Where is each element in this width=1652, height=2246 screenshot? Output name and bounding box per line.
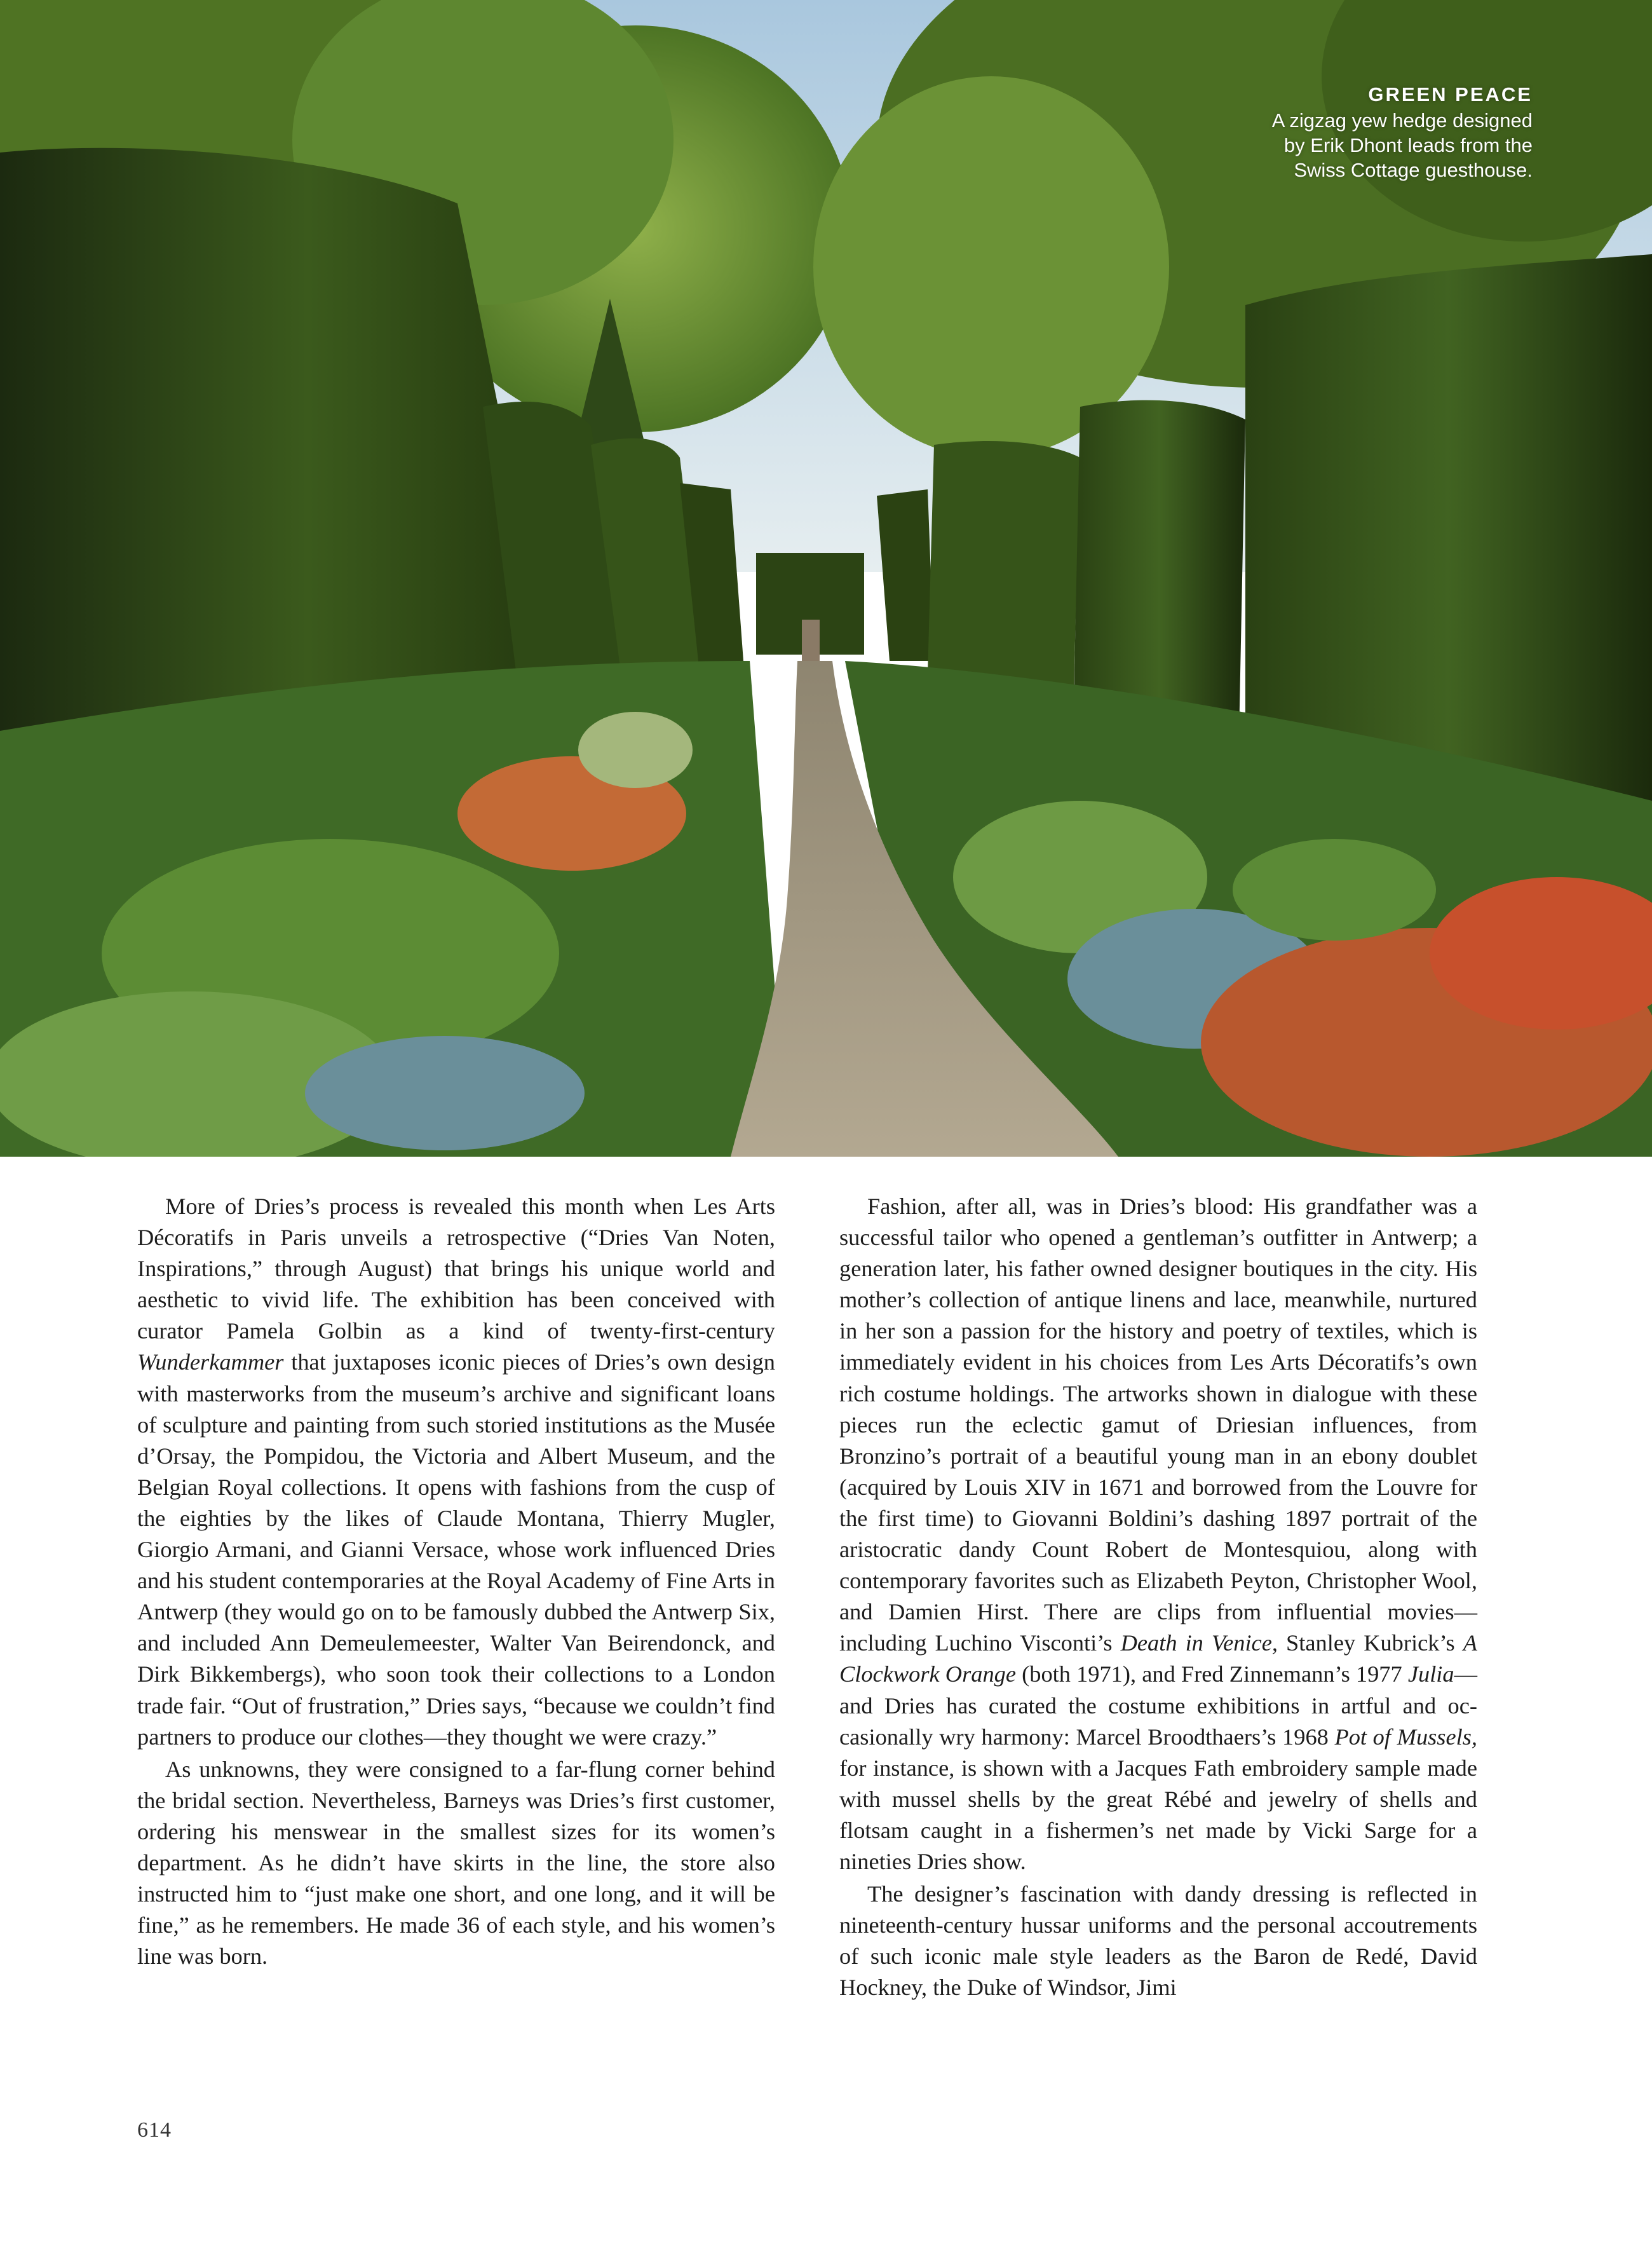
article-column-right <box>839 1191 1477 2003</box>
paragraph <box>839 1191 1477 1877</box>
paragraph <box>137 1191 775 1753</box>
text-run: More of Dries’s process is revealed this month when Les Arts Décoratifs in Paris unveils a retrospective (“Dries Van Noten, Inspirations,” through August) that brings his unique world and aesthetic to vivid life. The exhibition has been conceived with curator Pamela Golbin as a kind of twenty-first-century <box>137 1194 775 1344</box>
italic-run: Julia <box>1407 1661 1454 1687</box>
text-run: —and Dries has curated the costume exhibitions in artful and occasionally wry harmony: Marcel Broodthaers’s 1968 <box>839 1661 1477 1750</box>
paragraph: The designer’s fascination with dandy dressing is reflected in nineteenth-century hussar uniforms and the personal accoutrements of such iconic male style leaders as the Baron de Redé, David Hockney, the Duke of Windsor, Jimi <box>839 1881 1477 2001</box>
italic-run: A Clockwork Orange <box>839 1630 1477 1687</box>
text-run: Stanley Kubrick’s <box>1277 1630 1463 1656</box>
caption-kicker: GREEN PEACE <box>1368 83 1533 105</box>
italic-run: Wunderkammer <box>137 1349 284 1375</box>
italic-run: Death in Venice, <box>1120 1630 1278 1656</box>
text-run: for instance, is shown with a Jacques Fath embroidery sample made with mussel shells by the great Rébé and jewelry of shells and flotsam caught in a fishermen’s net made by Vicki Sarge for a nineties Dries show. <box>839 1755 1477 1874</box>
text-run: that juxtaposes iconic pieces of Dries’s own design with masterworks from the museum’s archive and significant loans of sculpture and painting from such storied institutions as the Musée d’Orsay, the Pompidou, the Victoria and Albert Museum, and the Belgian Royal collections. It opens with fashions from the cusp of the eighties by the likes of Claude Montana, Thierry Mugler, Giorgio Armani, and Gianni Versace, whose work influenced Dries and his student contemporaries at the Royal Academy of Fine Arts in Antwerp (they would go on to be famously dubbed the Antwerp Six, and included Ann Demeulemeester, Walter Van Beirendonck, and Dirk Bikkembergs), who soon took their collections to a London trade fair. “Out of frustration,” Dries says, “because we couldn’t find partners to produce our clothes—they thought we were crazy.” <box>137 1349 775 1750</box>
photo-caption <box>1266 81 1533 182</box>
text-run: (both 1971), and Fred Zinnemann’s 1977 <box>1016 1661 1408 1687</box>
text-run: Fashion, after all, was in Dries’s blood: His grandfather was a successful tailor who opened a gentleman’s outfitter in Antwerp; a generation later, his father owned designer boutiques in the city. His mother’s collection of antique linens and lace, meanwhile, nurtured in her son a passion for the history and poetry of textiles, which is immediately evident in his choices from Les Arts Décoratifs’s own rich costume holdings. The artworks shown in dialogue with these pieces run the eclectic gamut of Driesian influences, from Bronzino’s portrait of a beautiful young man in an ebony doublet (acquired by Louis XIV in 1671 and borrowed from the Louvre for the first time) to Giovanni Boldini’s dashing 1897 portrait of the aristocratic dandy Count Robert de Montesquiou, along with contemporary favorites such as Elizabeth Peyton, Christopher Wool, and Damien Hirst. There are clips from influential movies—including Luchino Visconti’s <box>839 1194 1477 1656</box>
page-number: 614 <box>137 2118 172 2142</box>
paragraph: As unknowns, they were consigned to a far-flung corner behind the bridal section. Nevertheless, Barneys was Dries’s first customer, ordering his menswear in the smallest sizes for its women’s department. As he didn’t have skirts in the line, the store also instructed him to “just make one short, and one long, and it will be fine,” as he remembers. He made 36 of each style, and his women’s line was born. <box>137 1756 775 1970</box>
italic-run: Pot of Mussels, <box>1334 1724 1477 1750</box>
article-column-left <box>137 1191 775 1972</box>
caption-body: A zigzag yew hedge designed by Erik Dhont leads from the Swiss Cottage guesthouse. <box>1271 109 1533 181</box>
